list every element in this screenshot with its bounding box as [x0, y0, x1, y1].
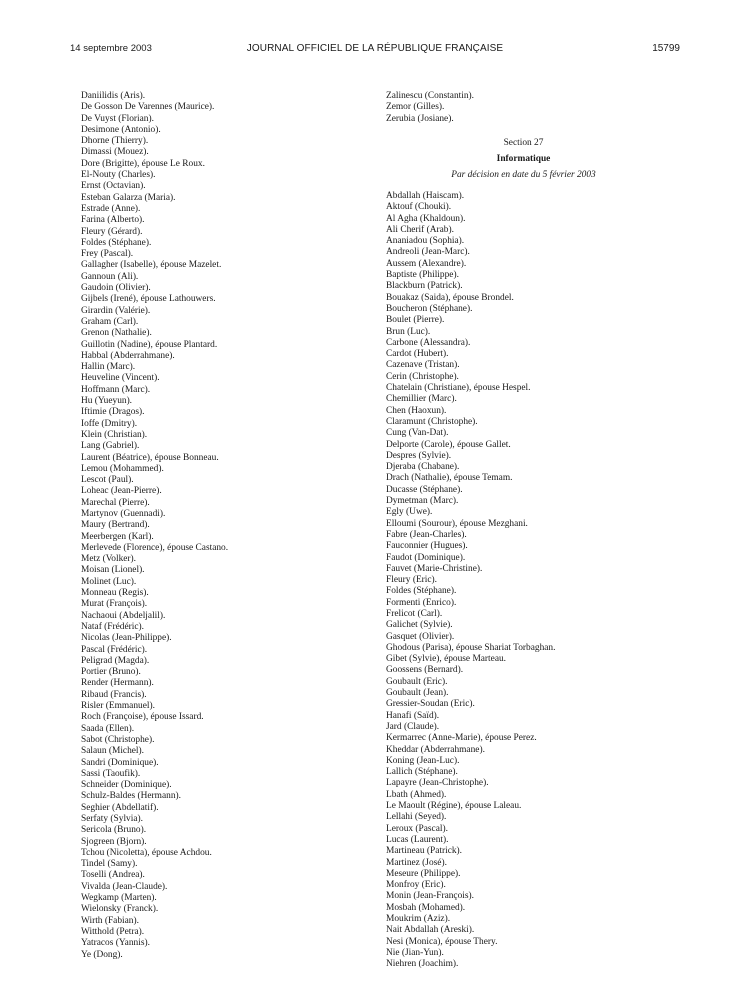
name-entry: Zerubia (Josiane). [386, 113, 454, 124]
name-entry: Klein (Christian). [81, 429, 148, 440]
name-entry: Nataf (Frédéric). [81, 621, 144, 632]
name-entry: Witthold (Petra). [81, 926, 145, 937]
name-entry: Gasquet (Olivier). [386, 631, 455, 642]
name-entry: Heuveline (Vincent). [81, 373, 160, 384]
name-entry: Martineau (Patrick). [386, 846, 463, 857]
name-entry: Nicolas (Jean-Philippe). [81, 633, 172, 644]
name-entry: Andreoli (Jean-Marc). [386, 247, 470, 258]
name-entry: Galichet (Sylvie). [386, 620, 453, 631]
name-entry: Frey (Pascal). [81, 249, 134, 260]
name-entry: Meerbergen (Karl). [81, 531, 154, 542]
name-entry: Nesi (Monica), épouse Thery. [386, 936, 498, 947]
name-entry: Dymetman (Marc). [386, 496, 459, 507]
name-entry: Foldes (Stéphane). [81, 237, 152, 248]
name-entry: Marechal (Pierre). [81, 497, 150, 508]
name-entry: Kheddar (Abderrahmane). [386, 744, 485, 755]
name-entry: Toselli (Andrea). [81, 870, 145, 881]
name-entry: Al Agha (Khaldoun). [386, 213, 466, 224]
section-title: Section 27 [503, 138, 544, 148]
name-entry: Vivalda (Jean-Claude). [81, 881, 168, 892]
name-entry: Martinez (José). [386, 857, 447, 868]
name-entry: Render (Hermann). [81, 678, 154, 689]
name-entry: Ali Cherif (Arab). [386, 224, 454, 235]
name-entry: Aussem (Alexandre). [386, 258, 467, 269]
name-entry: Niehren (Joachim). [386, 959, 459, 970]
name-entry: Despres (Sylvie). [386, 450, 452, 461]
name-entry: Carbone (Alessandra). [386, 337, 471, 348]
name-entry: Wielonsky (Franck). [81, 904, 159, 915]
name-entry: El-Nouty (Charles). [81, 170, 156, 181]
name-entry: De Vuyst (Florian). [81, 113, 154, 124]
name-entry: Risler (Emmanuel). [81, 701, 155, 712]
name-entry: Salaun (Michel). [81, 746, 145, 757]
name-entry: Molinet (Luc). [81, 576, 137, 587]
name-entry: Sabot (Christophe). [81, 734, 155, 745]
name-entry: Gallagher (Isabelle), épouse Mazelet. [81, 260, 222, 271]
section-subtitle: Informatique [496, 154, 551, 164]
name-entry: Lallich (Stéphane). [386, 767, 458, 778]
name-entry: Lang (Gabriel). [81, 441, 140, 452]
name-entry: Graham (Carl). [81, 316, 139, 327]
name-entry: Cardot (Hubert). [386, 349, 449, 360]
name-entry: Wirth (Fabian). [81, 915, 139, 926]
name-entry: Guillotin (Nadine), épouse Plantard. [81, 339, 218, 350]
page-header [0, 43, 750, 57]
name-entry: Roch (Françoise), épouse Issard. [81, 712, 204, 723]
name-entry: Delporte (Carole), épouse Gallet. [386, 439, 511, 450]
name-entry: Estrade (Anne). [81, 203, 141, 214]
name-entry: Fleury (Gérard). [81, 226, 143, 237]
name-entry: Frelicot (Carl). [386, 608, 443, 619]
name-entry: Abdallah (Haiscam). [386, 191, 465, 201]
name-entry: Hallin (Marc). [81, 362, 136, 373]
name-entry: Boucheron (Stéphane). [386, 303, 473, 314]
header-page-number: 15799 [652, 43, 680, 54]
name-entry: Cerin (Christophe). [386, 371, 459, 382]
name-entry: Le Maoult (Régine), épouse Laleau. [386, 801, 522, 812]
name-entry: Hanafi (Saïd). [386, 710, 440, 721]
name-entry: Grenon (Nathalie). [81, 328, 152, 339]
name-entry: Loheac (Jean-Pierre). [81, 486, 162, 497]
name-entry: Claramunt (Christophe). [386, 416, 478, 427]
name-entry: Cazenave (Tristan). [386, 360, 460, 371]
name-entry: Goubault (Jean). [386, 688, 449, 699]
name-entry: Ernst (Octavian). [81, 181, 146, 192]
name-entry: Meseure (Philippe). [386, 868, 461, 879]
name-entry: Gressier-Soudan (Eric). [386, 699, 475, 710]
name-entry: Nie (Jian-Yun). [386, 947, 444, 958]
name-entry: Wegkamp (Marten). [81, 893, 157, 904]
name-entry: Koning (Jean-Luc). [386, 755, 460, 766]
name-entry: Moisan (Lionel). [81, 565, 145, 576]
name-entry: Ghodous (Parisa), épouse Shariat Torbaghan. [386, 642, 556, 653]
name-entry: Fauconnier (Hugues). [386, 541, 468, 552]
name-entry: Peligrad (Magda). [81, 655, 150, 666]
section-decision: Par décision en date du 5 février 2003 [451, 170, 596, 180]
name-entry: Laurent (Béatrice), épouse Bonneau. [81, 452, 219, 463]
name-entry: Djeraba (Chabane). [386, 462, 460, 473]
name-entry: Lucas (Laurent). [386, 834, 449, 845]
name-entry: Fauvet (Marie-Christine). [386, 563, 483, 574]
name-entry: Maury (Bertrand). [81, 520, 150, 531]
name-entry: Ribaud (Francis). [81, 689, 147, 700]
name-entry: Murat (François). [81, 599, 148, 610]
name-entry: Yatracos (Yannis). [81, 938, 150, 949]
name-entry: Faudot (Dominique). [386, 552, 466, 563]
name-entry: Lemou (Mohammed). [81, 463, 164, 474]
name-entry: Hoffmann (Marc). [81, 384, 151, 395]
section-heading [386, 137, 661, 181]
name-entry: Chen (Haoxun). [386, 405, 447, 416]
name-entry: Foldes (Stéphane). [386, 586, 457, 597]
name-entry: Habbal (Abderrahmane). [81, 350, 175, 361]
name-entry: Iftimie (Dragos). [81, 407, 145, 418]
name-entry: Portier (Bruno). [81, 667, 141, 678]
name-entry: Saada (Ellen). [81, 723, 135, 734]
name-entry: Tindel (Samy). [81, 859, 138, 870]
name-entry: Zemor (Gilles). [386, 102, 445, 113]
name-entry: Monin (Jean-François). [386, 891, 475, 902]
name-entry: Bouakaz (Saida), épouse Brondel. [386, 292, 514, 303]
name-entry: Desimone (Antonio). [81, 124, 161, 135]
name-entry: Lescot (Paul). [81, 475, 134, 486]
name-entry: Sandri (Dominique). [81, 757, 159, 768]
name-entry: Sassi (Taoufik). [81, 768, 141, 779]
name-entry: Dhorne (Thierry). [81, 136, 149, 147]
name-entry: Pascal (Frédéric). [81, 644, 148, 655]
name-entry: Ioffe (Dmitry). [81, 418, 138, 429]
name-entry: Tchou (Nicoletta), épouse Achdou. [81, 847, 212, 858]
right-column-top-name-list [386, 91, 474, 125]
name-entry: Farina (Alberto). [81, 215, 145, 226]
name-entry: Nachaoui (Abdeljalil). [81, 610, 166, 621]
name-entry: Gijbels (Irené), épouse Lathouwers. [81, 294, 216, 305]
name-entry: Dimassi (Mouez). [81, 147, 149, 158]
name-entry: Egly (Uwe). [386, 507, 433, 518]
name-entry: Ananiadou (Sophia). [386, 236, 465, 247]
name-entry: Boulet (Pierre). [386, 315, 445, 326]
name-entry: Lapayre (Jean-Christophe). [386, 778, 489, 789]
name-entry: Moukrim (Aziz). [386, 914, 451, 924]
name-entry: Sjogreen (Bjorn). [81, 836, 147, 847]
name-entry: Daniilidis (Aris). [81, 91, 146, 101]
left-column-name-list [81, 91, 228, 961]
name-entry: Zalinescu (Constantin). [386, 91, 475, 101]
name-entry: Brun (Luc). [386, 326, 431, 337]
name-entry: Ye (Dong). [81, 949, 123, 960]
name-entry: De Gosson De Varennes (Maurice). [81, 102, 215, 113]
name-entry: Gannoun (Ali). [81, 271, 139, 282]
right-column-bottom-name-list [386, 191, 555, 970]
name-entry: Chemillier (Marc). [386, 394, 457, 405]
name-entry: Hu (Yueyun). [81, 396, 133, 407]
name-entry: Dore (Brigitte), épouse Le Roux. [81, 158, 205, 169]
name-entry: Aktouf (Chouki). [386, 202, 452, 213]
name-entry: Ducasse (Stéphane). [386, 484, 463, 495]
name-entry: Nait Abdallah (Areski). [386, 925, 475, 936]
name-entry: Kermarrec (Anne-Marie), épouse Perez. [386, 733, 537, 744]
name-entry: Formenti (Enrico). [386, 597, 457, 608]
name-entry: Drach (Nathalie), épouse Temam. [386, 473, 513, 484]
name-entry: Jard (Claude). [386, 721, 440, 732]
name-entry: Goubault (Eric). [386, 676, 448, 687]
name-entry: Cung (Van-Dat). [386, 428, 449, 439]
name-entry: Chatelain (Christiane), épouse Hespel. [386, 383, 531, 394]
name-entry: Lbath (Ahmed). [386, 789, 447, 800]
name-entry: Serfaty (Sylvia). [81, 814, 143, 824]
name-entry: Leroux (Pascal). [386, 823, 448, 834]
name-entry: Schneider (Dominique). [81, 780, 172, 791]
header-title: JOURNAL OFFICIEL DE LA RÉPUBLIQUE FRANÇAISE [246, 43, 504, 54]
header-date: 14 septembre 2003 [70, 43, 152, 54]
name-entry: Merlevede (Florence), épouse Castano. [81, 542, 229, 553]
name-entry: Sericola (Bruno). [81, 825, 147, 836]
name-entry: Martynov (Guennadi). [81, 508, 166, 519]
name-entry: Gibet (Sylvie), épouse Marteau. [386, 654, 507, 665]
name-entry: Mosbah (Mohamed). [386, 902, 466, 913]
name-entry: Goossens (Bernard). [386, 665, 464, 676]
name-entry: Blackburn (Patrick). [386, 281, 463, 292]
name-entry: Baptiste (Philippe). [386, 270, 459, 281]
name-entry: Lellahi (Seyed). [386, 812, 447, 823]
name-entry: Monneau (Regis). [81, 588, 149, 599]
name-entry: Seghier (Abdellatif). [81, 802, 159, 813]
name-entry: Monfroy (Eric). [386, 880, 446, 891]
name-entry: Gaudoin (Olivier). [81, 283, 151, 294]
name-entry: Metz (Volker). [81, 554, 137, 565]
name-entry: Esteban Galarza (Maria). [81, 192, 176, 203]
name-entry: Elloumi (Sourour), épouse Mezghani. [386, 518, 528, 529]
name-entry: Fleury (Eric). [386, 575, 438, 586]
name-entry: Girardin (Valérie). [81, 305, 151, 316]
name-entry: Schulz-Baldes (Hermann). [81, 791, 181, 802]
name-entry: Fabre (Jean-Charles). [386, 529, 467, 540]
